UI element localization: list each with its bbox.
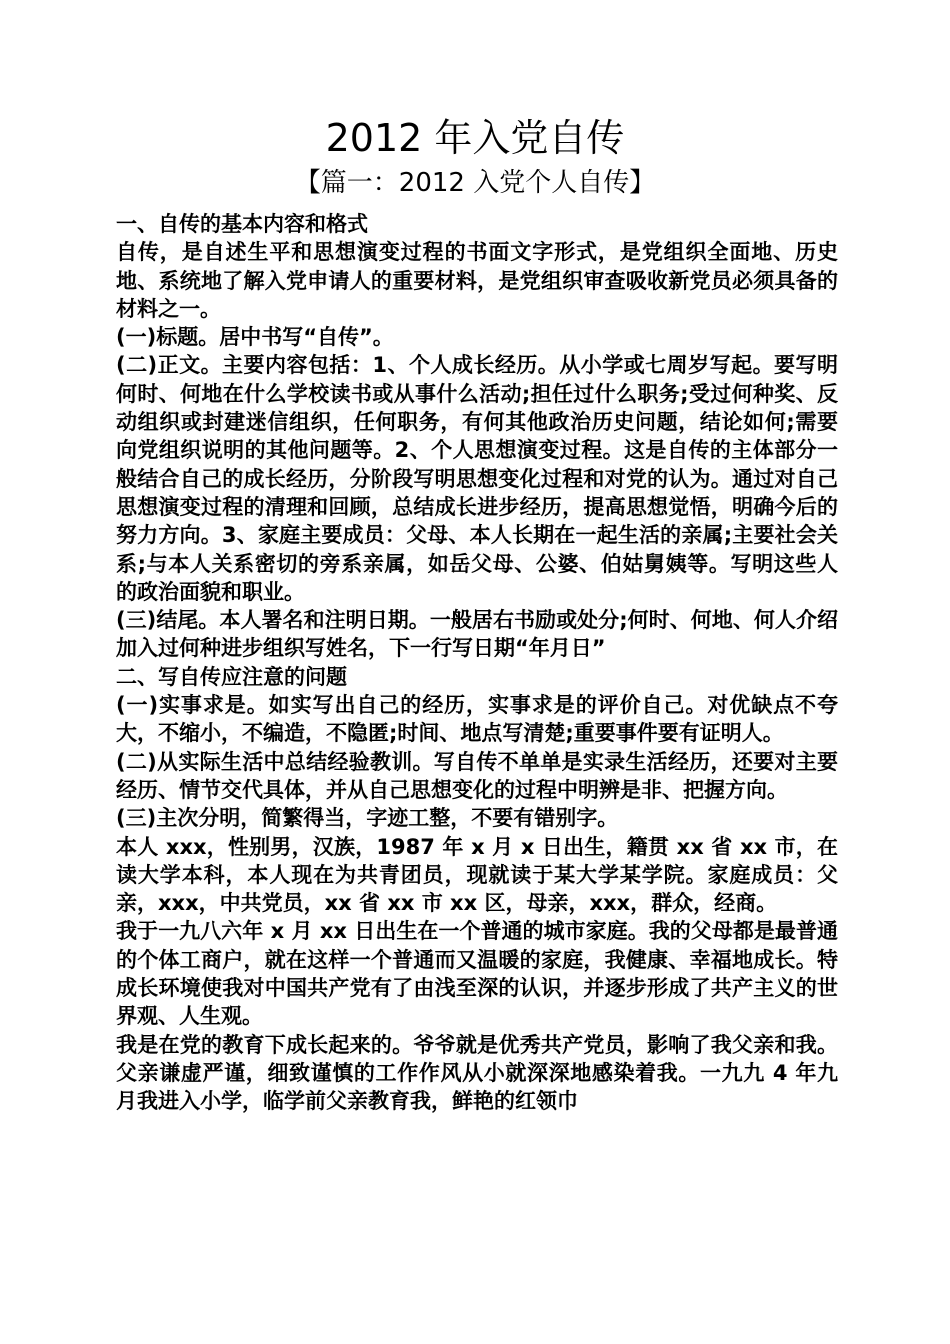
document-title: 2012 年入党自传: [325, 116, 625, 160]
document-subtitle: 【篇一：2012 入党个人自传】: [294, 168, 656, 198]
body-paragraph: (二)从实际生活中总结经验教训。写自传不单单是实录生活经历，还要对主要经历、情节交代具体，并从自己思想变化的过程中明辨是非、把握方向。: [116, 749, 838, 802]
body-paragraph: 自传，是自述生平和思想演变过程的书面文字形式，是党组织全面地、历史地、系统地了解入党申请人的重要材料，是党组织审查吸收新党员必须具备的材料之一。: [116, 240, 838, 321]
body-paragraph: 本人 xxx，性别男，汉族，1987 年 x 月 x 日出生，籍贯 xx 省 xx 市，在读大学本科，本人现在为共青团员，现就读于某大学某学院。家庭成员：父亲，xxx，中共党员，xx 省 xx 市 xx 区，母亲，xxx，群众，经商。: [116, 834, 838, 916]
body-paragraph: 我于一九八六年 x 月 xx 日出生在一个普通的城市家庭。我的父母都是最普通的个体工商户，就在这样一个普通而又温暖的家庭，我健康、幸福地成长。特成长环境使我对中国共产党有了由浅至深的认识，并逐步形成了共产主义的世界观、人生观。: [116, 919, 838, 1029]
body-paragraph: (一)实事求是。如实写出自己的经历，实事求是的评价自己。对优缺点不夸大，不缩小，不编造，不隐匿;时间、地点写清楚;重要事件要有证明人。: [116, 693, 838, 746]
body-paragraph: (三)主次分明，简繁得当，字迹工整，不要有错别字。: [116, 806, 619, 831]
section-heading: 一、自传的基本内容和格式: [116, 212, 368, 236]
document-body: [116, 210, 838, 1116]
body-paragraph: (二)正文。主要内容包括：1、个人成长经历。从小学或七周岁写起。要写明何时、何地在什么学校读书或从事什么活动;担任过什么职务;受过何种奖、反动组织或封建迷信组织，任何职务，有何其他政治历史问题，结论如何;需要向党组织说明的其他问题等。2、个人思想演变过程。这是自传的主体部分一般结合自己的成长经历，分阶段写明思想变化过程和对党的认为。通过对自己思想演变过程的清理和回顾，总结成长进步经历，提高思想觉悟，明确今后的努力方向。3、家庭主要成员：父母、本人长期在一起生活的亲属;主要社会关系;与本人关系密切的旁系亲属，如岳父母、公婆、伯姑舅姨等。写明这些人的政治面貌和职业。: [116, 353, 838, 604]
body-paragraph: (三)结尾。本人署名和注明日期。一般居右书励或处分;何时、何地、何人介绍加入过何种进步组织写姓名，下一行写日期“年月日”: [116, 608, 838, 661]
section-heading: 二、写自传应注意的问题: [116, 664, 347, 689]
body-paragraph: (一)标题。居中书写“自传”。: [116, 325, 394, 350]
body-paragraph: 我是在党的教育下成长起来的。爷爷就是优秀共产党员，影响了我父亲和我。父亲谦虚严谨，细致谨慎的工作作风从小就深深地感染着我。一九九 4 年九月我进入小学，临学前父亲教育我，鲜艳的红领巾: [116, 1032, 838, 1114]
